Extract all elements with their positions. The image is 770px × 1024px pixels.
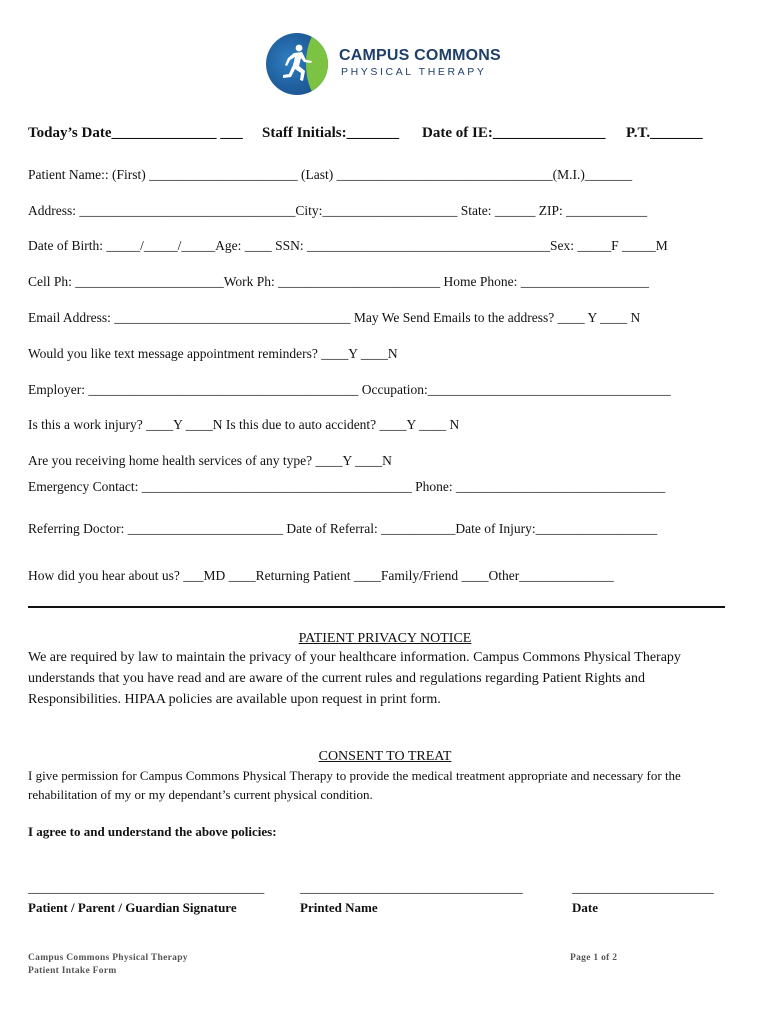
signature-line[interactable]: ___________________________________ [28,880,265,895]
text-reminders-field[interactable]: Would you like text message appointment reminders? ____Y ____N [28,346,398,361]
date-label: Date [572,900,598,915]
home-health-field[interactable]: Are you receiving home health services of any type? ____Y ____N [28,453,392,468]
staff-initials-field[interactable]: Staff Initials:_______ [262,125,400,141]
footer-form-name: Patient Intake Form [28,966,117,976]
employer-field[interactable]: Employer: ________________________________________ Occupation:____________________________________ [28,382,671,397]
logo-mark [266,33,328,95]
date-of-birth-field[interactable]: Date of Birth: _____/_____/_____Age: ____ SSN: ____________________________________Sex: _____F _____M [28,238,668,253]
printed-name-label: Printed Name [300,900,378,915]
logo-subtitle: PHYSICAL THERAPY [341,66,487,78]
logo-title: CAMPUS COMMONS [339,47,501,64]
todays-date-field[interactable]: Today’s Date______________ ___ [28,125,243,141]
phone-fields[interactable]: Cell Ph: ______________________Work Ph: ________________________ Home Phone: ___________________ [28,274,650,289]
footer-practice-name: Campus Commons Physical Therapy [28,953,188,963]
consent-body: I give permission for Campus Commons Physical Therapy to provide the medical treatment appropriate and necessary for the rehabilitation of my or my dependant’s current physical condition. [28,768,681,802]
consent-title: CONSENT TO TREAT [318,749,452,764]
work-injury-field[interactable]: Is this a work injury? ____Y ____N Is this due to auto accident? ____Y ____ N [28,417,460,432]
runner-icon [266,33,328,95]
email-field[interactable]: Email Address: ___________________________________ May We Send Emails to the address? ____ Y ____ N [28,310,641,325]
patient-name-field[interactable]: Patient Name:: (First) ______________________ (Last) ________________________________(M.I.)_______ [28,167,633,182]
printed-name-line[interactable]: _________________________________ [300,880,523,895]
pt-field[interactable]: P.T._______ [626,125,703,141]
privacy-notice-body: We are required by law to maintain the privacy of your healthcare information. Campus Commons Physical Therapy understands that you have read and are aware of the current rules and regulations regarding Patient Rights and Responsibilities. HIPAA policies are available upon request in print form. [28,650,681,707]
section-divider [28,606,725,608]
privacy-notice-title: PATIENT PRIVACY NOTICE [298,631,472,646]
hear-about-us-field[interactable]: How did you hear about us? ___MD ____Returning Patient ____Family/Friend ____Other______________ [28,568,614,583]
emergency-contact-field[interactable]: Emergency Contact: ________________________________________ Phone: _______________________________ [28,479,666,494]
page-number: Page 1 of 2 [570,953,618,963]
address-field[interactable]: Address: ________________________________City:____________________ State: ______ ZIP: ____________ [28,203,648,218]
date-line[interactable]: _____________________ [572,880,714,895]
signature-label: Patient / Parent / Guardian Signature [28,900,237,915]
date-of-ie-field[interactable]: Date of IE:_______________ [422,125,606,141]
agree-statement: I agree to and understand the above policies: [28,824,277,839]
referring-doctor-field[interactable]: Referring Doctor: _______________________ Date of Referral: ___________Date of Injury:__________________ [28,521,658,536]
